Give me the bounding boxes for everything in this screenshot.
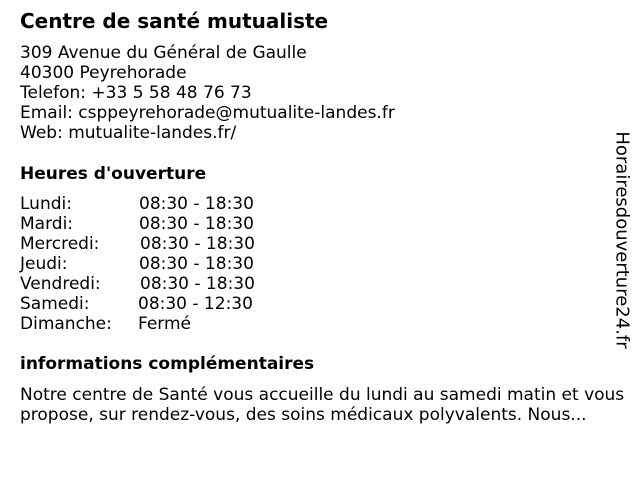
hours-time: 08:30 - 18:30 — [140, 274, 255, 294]
hours-day: Vendredi: — [20, 274, 101, 294]
hours-time: 08:30 - 18:30 — [139, 254, 254, 274]
hours-heading: Heures d'ouverture — [20, 164, 207, 184]
phone-line: Telefon: +33 5 58 48 76 73 — [20, 83, 252, 103]
hours-day: Mercredi: — [20, 234, 100, 254]
hours-day: Samedi: — [20, 294, 90, 314]
web-line: Web: mutualite-landes.fr/ — [20, 123, 237, 143]
info-heading: informations complémentaires — [20, 354, 315, 374]
hours-time: 08:30 - 12:30 — [138, 294, 253, 314]
address-street: 309 Avenue du Général de Gaulle — [20, 43, 307, 63]
hours-day: Lundi: — [20, 194, 72, 214]
hours-day: Mardi: — [20, 214, 74, 234]
page-title: Centre de santé mutualiste — [20, 9, 329, 33]
brand-watermark: Horairesdouverture24.fr — [611, 131, 633, 349]
email-line: Email: csppeyrehorade@mutualite-landes.fr — [20, 103, 395, 123]
hours-time: 08:30 - 18:30 — [139, 194, 254, 214]
hours-time: 08:30 - 18:30 — [139, 214, 254, 234]
hours-time: Fermé — [138, 314, 192, 334]
contact-block — [20, 43, 395, 143]
hours-day: Jeudi: — [20, 254, 68, 274]
address-city: 40300 Peyrehorade — [20, 63, 187, 83]
description-text: Notre centre de Santé vous accueille du lundi au samedi matin et vous propose, sur rendez-vous, des soins médicaux polyvalents. Nous... — [20, 385, 625, 425]
hours-day: Dimanche: — [20, 314, 112, 334]
hours-time: 08:30 - 18:30 — [140, 234, 255, 254]
